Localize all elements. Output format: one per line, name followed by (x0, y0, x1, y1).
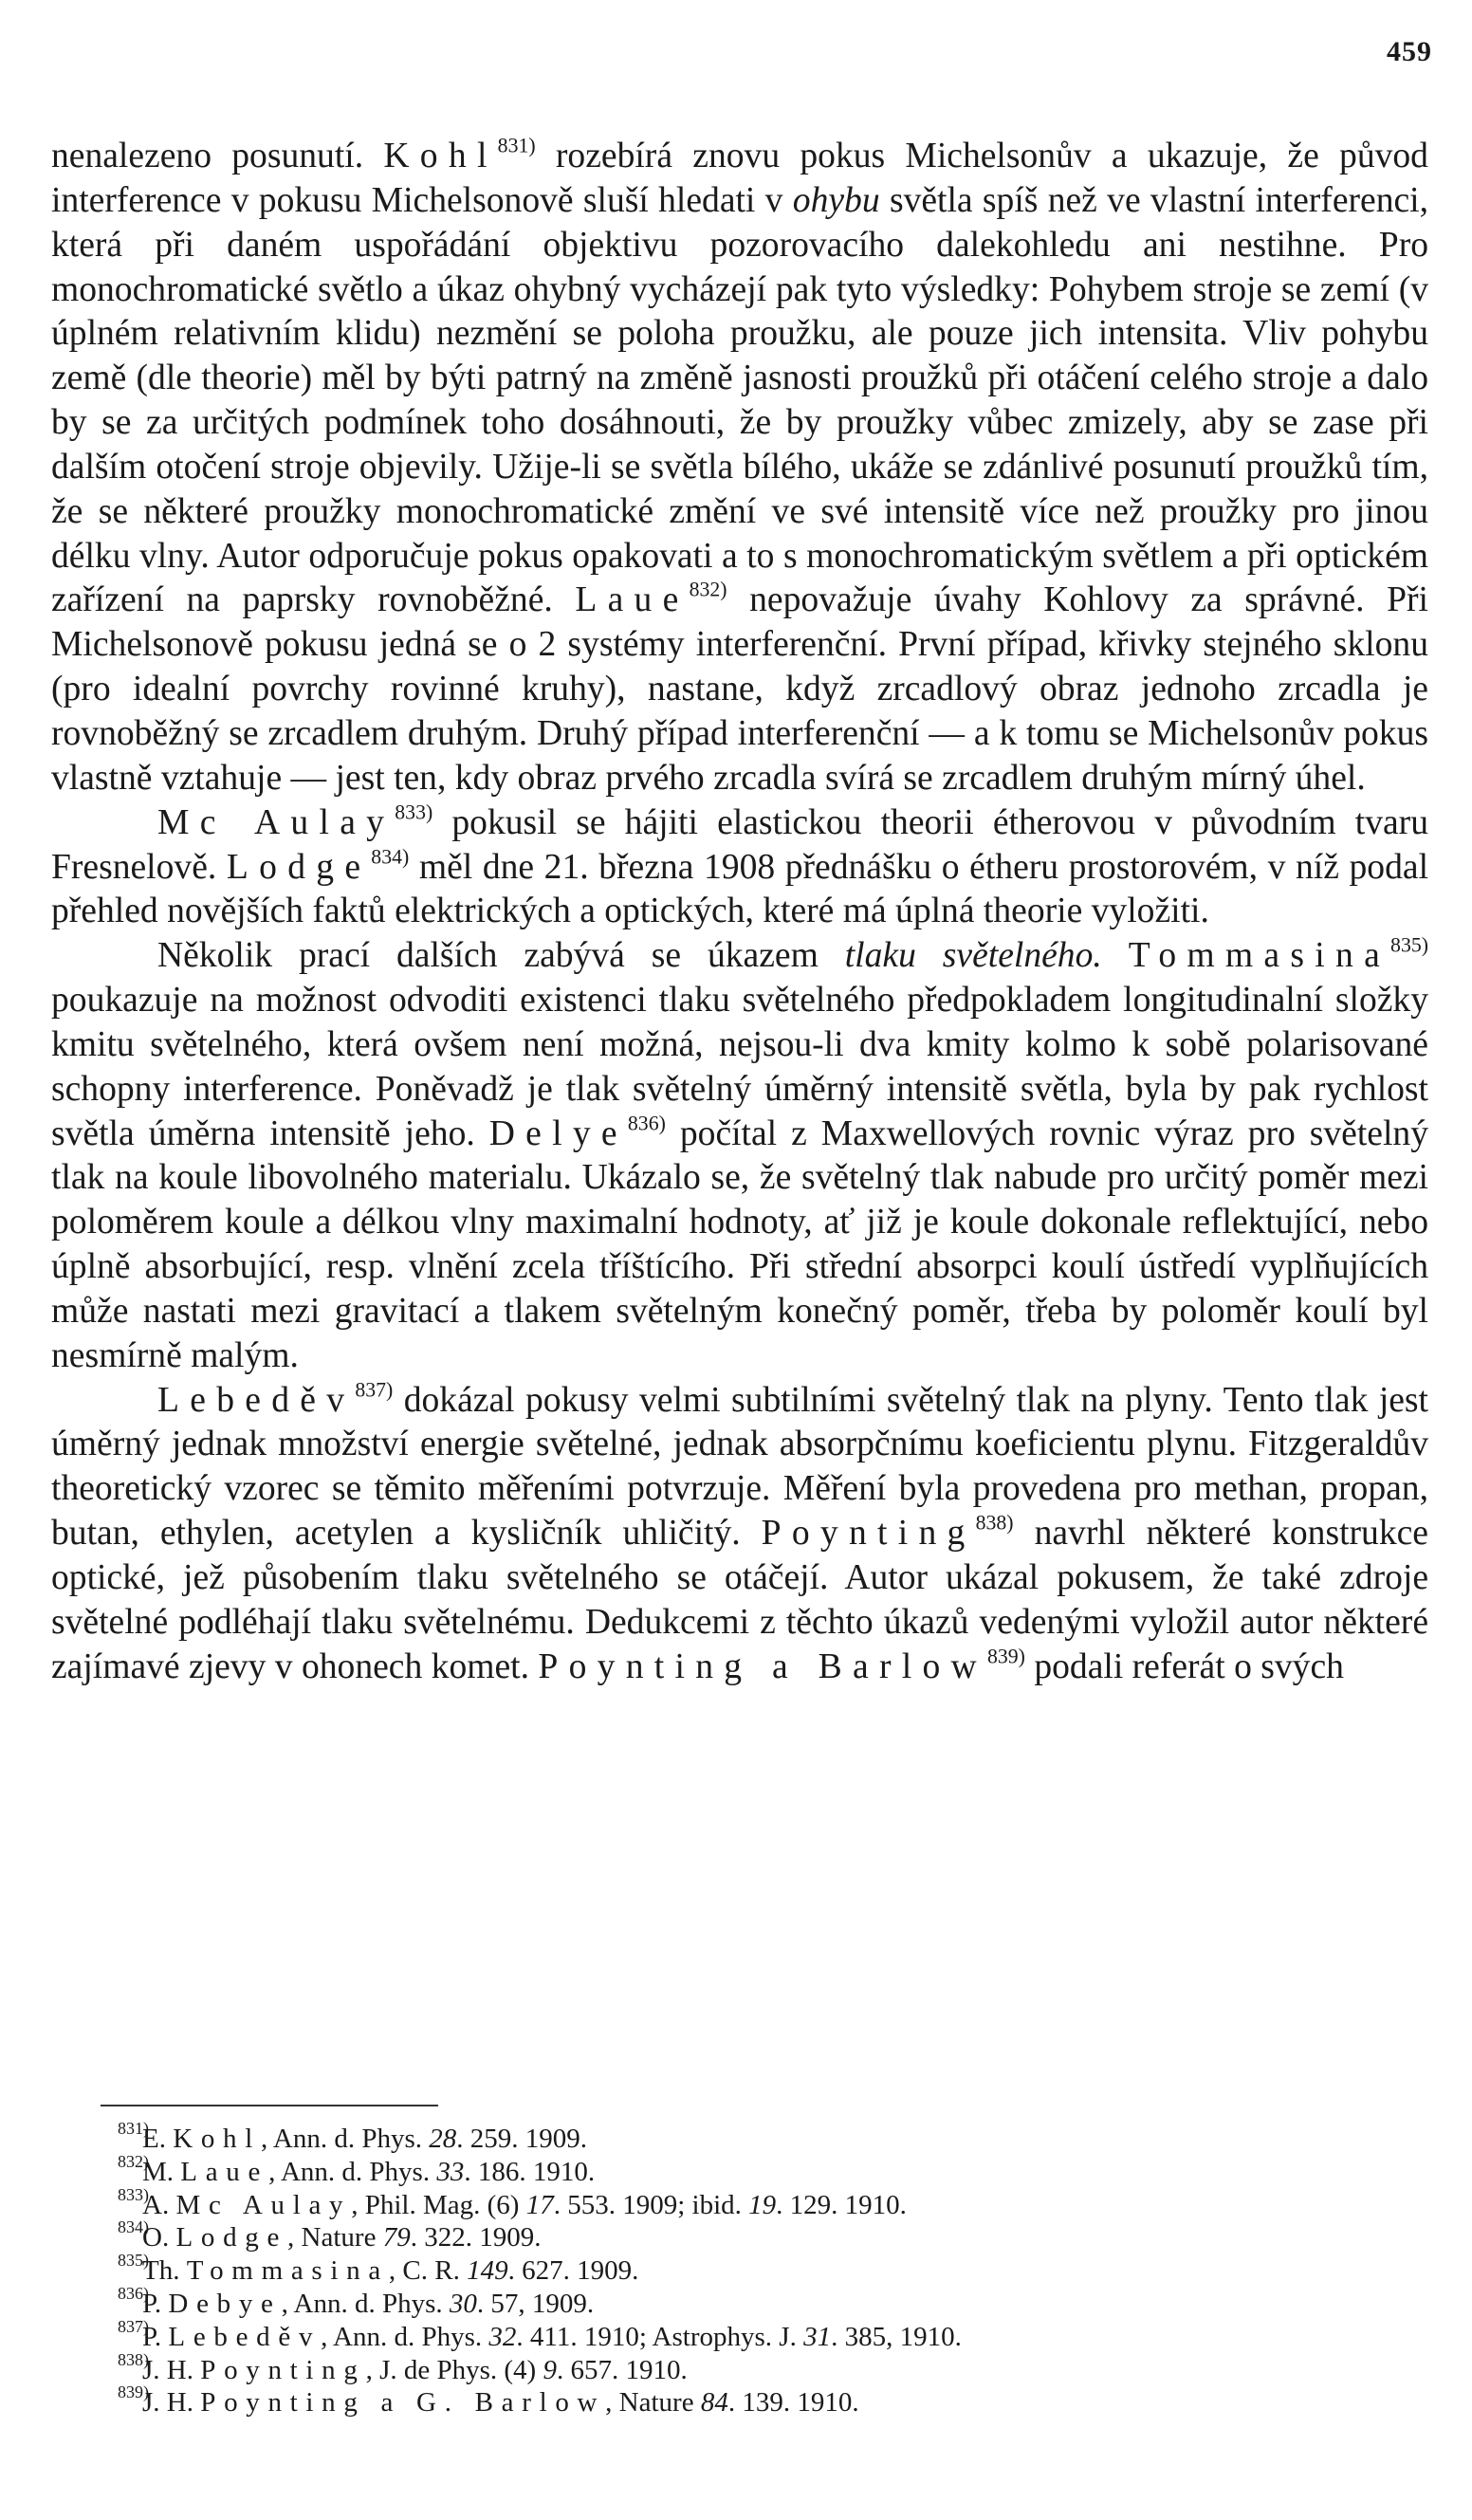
footnote-number: 839) (118, 2382, 149, 2402)
text-run: A. (142, 2189, 176, 2220)
author-name: Tommasina (186, 2255, 389, 2287)
text-run (1102, 936, 1129, 975)
paragraph (51, 1379, 1428, 1690)
text-run: . 259. 1909. (456, 2124, 588, 2154)
footnote-number: 838) (118, 2349, 149, 2369)
text-run: E. (142, 2124, 174, 2154)
emphasis: 30 (449, 2288, 477, 2319)
emphasis: 84 (700, 2387, 728, 2419)
emphasis: 32 (488, 2321, 517, 2352)
emphasis: 28 (429, 2124, 457, 2154)
emphasis: ohybu (792, 180, 880, 220)
author-name: Mc Aulay (175, 2189, 352, 2220)
text-run: počítal z Maxwellových rovnic výraz pro světelný tlak na koule libovolného materialu. Ukázalo se, že světelný tlak nabude pro určitý poměr mezi poloměrem koule a délkou vlny maximalní hodnoty, ať již je koule dokonale reflektující, nebo úplně absorbující, resp. vlnění zcela tříštícího. Při střední absorpci koulí ústředí vyplňujících může nastati mezi gravitací a tlakem světelným konečný poměr, třeba by poloměr koulí byl nesmírně malým. (51, 1113, 1428, 1375)
footnote-divider (101, 2105, 438, 2106)
author-name: Mc Aulay (157, 802, 396, 842)
text-run: , Nature (605, 2387, 701, 2419)
footnote-ref: 838) (975, 1511, 1014, 1535)
author-name: Poynting (761, 1514, 976, 1554)
text-run: . 322. 1909. (410, 2222, 542, 2253)
author-name: Debye (168, 2288, 282, 2319)
author-name: Kohl (383, 137, 498, 175)
text-run: měl dne 21. března 1908 přednášku o étheru prostorovém, v níž podal přehled novějších faktů elektrických a optických, které má úplná theorie vyložiti. (51, 847, 1429, 931)
paragraph (51, 135, 1428, 801)
footnote-number: 834) (118, 2217, 149, 2237)
text-run: , Phil. Mag. (6) (351, 2189, 526, 2220)
main-text (51, 135, 1428, 1690)
page-number: 459 (1387, 36, 1432, 67)
text-run: . 57, 1909. (476, 2288, 595, 2319)
footnote (118, 2119, 1413, 2156)
footnote (118, 2151, 1413, 2189)
author-name: Lodge (175, 2222, 288, 2253)
text-run: . 553. 1909; ibid. (553, 2189, 749, 2220)
paragraph (51, 934, 1428, 1378)
footnotes (118, 2119, 1413, 2419)
footnote (118, 2382, 1413, 2419)
footnote (118, 2251, 1413, 2288)
footnote-number: 835) (118, 2251, 149, 2271)
text-run: . 627. 1909. (507, 2255, 639, 2287)
author-name: Delye (488, 1113, 628, 1153)
text-run: . 186. 1910. (464, 2156, 596, 2187)
footnote-number: 836) (118, 2283, 149, 2303)
text-run: , J. de Phys. (4) (365, 2354, 543, 2385)
author-name: Tommasina (1128, 936, 1391, 976)
text-run: , Ann. d. Phys. (321, 2321, 489, 2352)
author-name: Poynting (200, 2354, 366, 2385)
text-run: . 385, 1910. (831, 2321, 962, 2352)
text-run: O. (142, 2222, 176, 2253)
emphasis: 9 (543, 2354, 557, 2385)
text-run: Několik prací dalších zabývá se úkazem (157, 936, 845, 976)
text-run: J. H. (142, 2354, 201, 2385)
footnote (118, 2316, 1413, 2354)
footnote-number: 832) (118, 2151, 149, 2171)
footnote-ref: 833) (395, 800, 433, 823)
text-run: , Ann. d. Phys. (268, 2156, 437, 2187)
text-run: , Nature (287, 2222, 383, 2253)
author-name: Lebeděv (168, 2321, 322, 2352)
text-run: M. (142, 2156, 181, 2187)
author-name: Laue (180, 2156, 269, 2187)
footnote-ref: 836) (627, 1111, 666, 1134)
author-name: Kohl (173, 2124, 262, 2154)
text-run: P. (142, 2321, 169, 2352)
text-run: rozebírá znovu pokus Michelsonův a ukazuje, že původ interference v pokusu Michelsonově sluší hledati v (51, 137, 1428, 220)
footnote-number: 831) (118, 2119, 149, 2138)
text-run: navrhl některé konstrukce optické, jež působením tlaku světelného se otáčejí. Autor ukázal pokusem, že také zdroje světelné podléhají tlaku světelnému. Dedukcemi z těchto úkazů vedenými vyložil autor některé zajímavé zjevy v ohonech komet. (51, 1514, 1428, 1686)
text-run: , C. R. (388, 2255, 468, 2287)
emphasis: 17 (525, 2189, 554, 2220)
author-name: Laue (575, 580, 690, 620)
footnote (118, 2283, 1413, 2321)
text-run: J. H. (142, 2387, 201, 2419)
emphasis: 33 (436, 2156, 465, 2187)
text-run: nepovažuje úvahy Kohlovy za správné. Při Michelsonově pokusu jedná se o 2 systémy interferenční. První případ, křivky stejného sklonu (pro idealní povrchy rovinné kruhy), nastane, když zrcadlový obraz jednoho zrcadla je rovnoběžný se zrcadlem druhým. Druhý případ interferenční — a k tomu se Michelsonův pokus vlastně vztahuje — jest ten, kdy obraz prvého zrcadla svírá se zrcadlem druhým mírný úhel. (51, 580, 1428, 798)
text-run: P. (142, 2288, 169, 2319)
text-run: Th. (142, 2255, 187, 2287)
footnote (118, 2217, 1413, 2254)
text-run: . 139. 1910. (727, 2387, 859, 2419)
footnote-ref: 831) (497, 134, 536, 157)
emphasis: 149 (467, 2255, 508, 2287)
text-run: světla spíš než ve vlastní interferenci, která při daném uspořádání objektivu pozorovacího dalekohledu ani nestihne. Pro monochromatické světlo a úkaz ohybný vycházejí pak tyto výsledky: Pohybem stroje se zemí (v úplném relativním klidu) nezmění se poloha proužku, ale pouze jich intensita. Vliv pohybu země (dle theorie) měl by býti patrný na změně jasnosti proužků při otáčení celého stroje a dalo by se za určitých podmínek toho dosáhnouti, že by proužky vůbec zmizely, aby se zase při dalším otočení stroje objevily. Užije-li se světla bílého, ukáže se zdánlivé posunutí proužků tím, že se některé proužky monochromatické změní ve své intensitě více než proužky pro jinou délku vlny. Autor odporučuje pokus opakovati a to s monochromatickým světlem a při optickém zařízení na paprsky rovnoběžné. (51, 180, 1428, 620)
text-run: . 657. 1910. (556, 2354, 688, 2385)
emphasis: 79 (382, 2222, 411, 2253)
text-run: , Ann. d. Phys. (261, 2124, 430, 2154)
emphasis: tlaku světelného. (844, 936, 1102, 976)
author-name: Lebeděv (157, 1380, 356, 1420)
text-run: pokusil se hájiti elastickou theorii étherovou v původním tvaru Fresnelově. (51, 802, 1428, 887)
footnote-ref: 839) (986, 1645, 1025, 1667)
footnote (118, 2349, 1413, 2387)
footnote (118, 2184, 1413, 2222)
emphasis: 31 (803, 2321, 832, 2352)
author-name: Lodge (226, 847, 372, 887)
text-run: dokázal pokusy velmi subtilními světelný tlak na plyny. Tento tlak jest úměrný jednak množství energie světelné, jednak absorpčnímu koeficientu plynu. Fitzgeraldův theoretický vzorec se těmito měřeními potvrzuje. Měření byla provedena pro methan, propan, butan, ethylen, acetylen a kysličník uhličitý. (51, 1380, 1428, 1554)
footnote-ref: 834) (371, 844, 410, 868)
author-name: Poynting a G. Barlow (200, 2387, 606, 2419)
text-run: , Ann. d. Phys. (281, 2288, 450, 2319)
emphasis: 19 (748, 2189, 777, 2220)
footnote-ref: 832) (689, 578, 727, 601)
footnote-ref: 837) (355, 1377, 394, 1401)
footnote-number: 837) (118, 2316, 149, 2336)
text-run: . 411. 1910; Astrophys. J. (516, 2321, 804, 2352)
author-name: Poynting a Barlow (538, 1646, 987, 1686)
text-run: nenalezeno posunutí. (51, 137, 384, 175)
footnote-ref: 835) (1390, 933, 1429, 957)
text-run: . 129. 1910. (776, 2189, 907, 2220)
paragraph (51, 801, 1428, 935)
text-run: poukazuje na možnost odvoditi existenci tlaku světelného předpokladem longitudinalní složky kmitu světelného, která ovšem není možná, nejsou-li dva kmity kolmo k sobě polarisované schopny interference. Poněvadž je tlak světelný úměrný intensitě světla, byla by pak rychlost světla úměrna intensitě jeho. (51, 981, 1428, 1153)
text-run: podali referát o svých (1024, 1646, 1344, 1686)
footnote-number: 833) (118, 2184, 149, 2204)
